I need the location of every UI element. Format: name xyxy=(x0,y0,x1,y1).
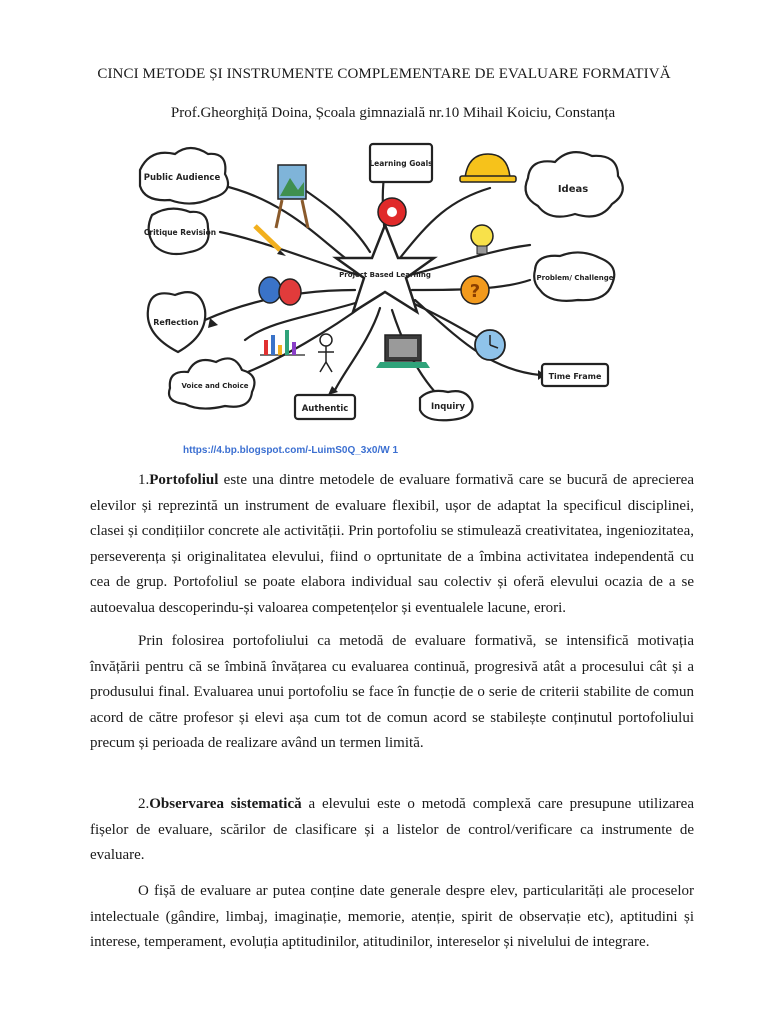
authentic-node xyxy=(295,395,355,419)
ideas-label: Ideas xyxy=(557,184,589,195)
lightbulb-icon xyxy=(471,225,493,254)
reflection-node xyxy=(148,292,206,352)
critique-revision-label: Critique Revision xyxy=(143,228,217,237)
p1-text: este una dintre metodele de evaluare formativă care se bucură de aprecierea elevilor și reprezintă un instrument de evaluare flexibil, ușor de adaptat la specificul disciplinei, clasei și condițiilor concrete ale activității. Prin portofoliu se stimulează creativitatea, ingeniozitatea, perseverența și originalitatea elevului, fiind o oprtunitate de a îmbina activitatea independentă cu cea de grup. Portofoliul se poate elabora individual sau colectiv și oferă elevului ocazia de a se autoevalua descoperindu-și valoarea competențelor și eventualele lacune, erori. xyxy=(90,472,694,616)
author-line: Prof.Gheorghiță Doina, Școala gimnazială nr.10 Mihail Koiciu, Constanța xyxy=(170,105,616,121)
hard-hat-icon xyxy=(460,154,516,182)
center-star-shape xyxy=(336,225,434,312)
p3-text: a elevului este o metodă complexă care presupune utilizarea fișelor de evaluare, scărilor de clasificare și a listelor de control/verificare ca instrumente de evaluare. xyxy=(90,796,694,864)
voice-choice-label: Voice and Choice xyxy=(181,382,249,390)
person-icon xyxy=(318,334,334,372)
project-based-learning-mindmap xyxy=(130,140,645,440)
p1-number: 1. xyxy=(138,472,150,488)
voice-choice-node xyxy=(169,358,254,408)
problem-challenge-node xyxy=(534,252,614,300)
theatre-masks-icon xyxy=(259,277,301,305)
figure-source-link[interactable]: https://4.bp.blogspot.com/-LuimS0Q_3x0/W 1 xyxy=(183,445,399,456)
paragraph-portofoliul xyxy=(90,468,694,622)
time-frame-label: Time Frame xyxy=(548,372,602,381)
learning-goals-node xyxy=(369,144,433,182)
critique-revision-node xyxy=(144,209,216,254)
pencil-icon xyxy=(255,226,286,256)
easel-icon xyxy=(276,165,308,228)
page-title: CINCI METODE ȘI INSTRUMENTE COMPLEMENTARE DE EVALUARE FORMATIVĂ xyxy=(97,66,671,82)
inquiry-label: Inquiry xyxy=(431,402,465,412)
time-frame-node xyxy=(542,364,608,386)
p4-text: O fișă de evaluare ar putea conține date generale despre elev, particularități ale proceselor intelectuale (gândire, limbaj, imaginație, memorie, atenție, spirit de observație etc), aptitudini și interese, temperament, evoluția aptitudinilor, atitudinilor, intereselor și nivelului de integrare. xyxy=(90,883,694,951)
ideas-node xyxy=(526,152,623,217)
authentic-label: Authentic xyxy=(301,404,349,414)
clock-icon xyxy=(475,330,505,360)
question-mark-icon xyxy=(461,276,489,304)
p3-term: Observarea sistematică xyxy=(149,796,302,812)
reflection-label: Reflection xyxy=(153,318,199,327)
bar-chart-icon xyxy=(260,330,305,355)
p3-number: 2. xyxy=(138,796,150,812)
public-audience-node xyxy=(140,148,228,204)
public-audience-label: Public Audience xyxy=(143,173,221,183)
p2-text: Prin folosirea portofoliului ca metodă de evaluare formativă, se intensifică motivația învățării pentru că se îmbină învățarea cu evaluarea continuă, progresivă atât a procesului cât și a produsului final. Evaluarea unui portofoliu se face în funcție de o serie de criterii stabilite de comun acord de către profesor și elevi așa cum tot de comun acord se stabilește conținutul portofoliului precum și perioada de realizare având un termen limită. xyxy=(90,633,694,752)
learning-goals-label: Learning Goals xyxy=(369,159,433,168)
inquiry-node xyxy=(420,391,473,420)
paragraph-fisa-evaluare xyxy=(90,879,694,956)
p1-term: Portofoliul xyxy=(149,472,219,488)
paragraph-portofoliu-evaluare xyxy=(90,629,694,757)
center-label: Project Based Learning xyxy=(339,271,431,279)
paragraph-observarea xyxy=(90,792,694,869)
gear-icon xyxy=(378,198,406,226)
svg-text:?: ? xyxy=(469,281,481,302)
problem-challenge-label: Problem/ Challenge xyxy=(536,274,614,282)
tablet-icon xyxy=(376,335,430,368)
